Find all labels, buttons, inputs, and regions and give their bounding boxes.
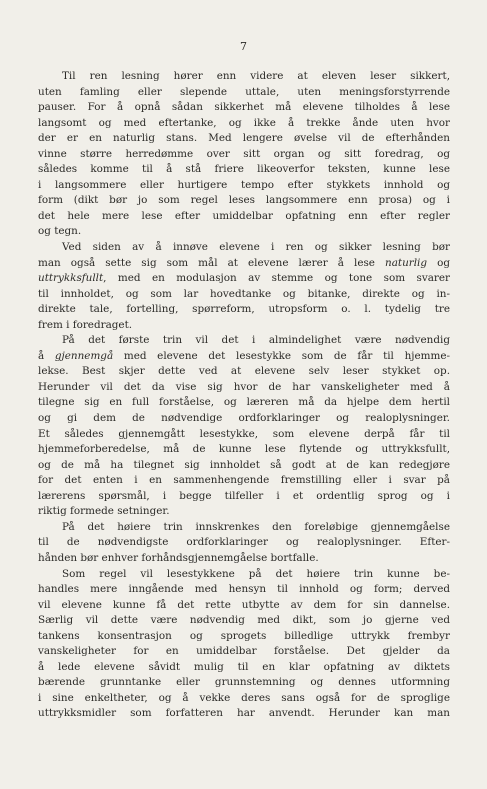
text-line bbox=[38, 85, 450, 101]
text-run: å lede elevene såvidt mulig til en klar opfatning av diktets bbox=[38, 660, 450, 673]
text-line bbox=[38, 691, 450, 707]
text-line bbox=[38, 209, 450, 225]
text-line bbox=[38, 613, 450, 629]
text-run: lærerens spørsmål, i begge tilfeller i et ordentlig sprog og i bbox=[38, 489, 450, 502]
text-run: og gi dem de nødvendige ordforklaringer og realoplysninger. bbox=[38, 412, 450, 425]
text-line bbox=[38, 395, 450, 411]
text-run: for det enten i en sammenhengende fremstilling eller i svar på bbox=[38, 474, 450, 487]
text-run: frem i foredraget. bbox=[38, 318, 133, 331]
text-line bbox=[38, 162, 450, 178]
italic-text: uttrykksfullt bbox=[38, 272, 104, 285]
text-line bbox=[38, 598, 450, 614]
text-run: Herunder vil det da vise sig hvor de har vanskeligheter med å bbox=[38, 380, 450, 393]
text-run: tankens konsentrasjon og sprogets billedlige uttrykk frembyr bbox=[38, 629, 450, 642]
text-line bbox=[38, 256, 450, 272]
text-run: og de må ha tilegnet sig innholdet så godt at de kan redegjøre bbox=[38, 458, 450, 471]
text-line bbox=[38, 318, 450, 334]
text-line bbox=[38, 520, 450, 536]
text-run: Særlig vil dette være nødvendig med dikt, som jo gjerne ved bbox=[38, 614, 450, 627]
text-run: og tegn. bbox=[38, 225, 82, 238]
text-line bbox=[38, 427, 450, 443]
text-line bbox=[38, 193, 450, 209]
text-run: det hele mere lese efter umiddelbar opfatning enn efter regler bbox=[38, 209, 450, 222]
text-run: Et således gjennemgått lesestykke, som elevene derpå får til bbox=[38, 427, 450, 440]
text-run: langsomt og med eftertanke, og ikke å trekke ånde uten hvor bbox=[38, 116, 450, 129]
text-run: Ved siden av å innøve elevene i ren og sikker lesning bør bbox=[62, 241, 450, 254]
text-run: hånden bør enhver forhåndsgjennemgåelse bortfalle. bbox=[38, 551, 319, 564]
text-run: tilegne sig en full forståelse, og læreren må da hjelpe dem hertil bbox=[38, 396, 450, 409]
text-line bbox=[38, 364, 450, 380]
text-line bbox=[38, 178, 450, 194]
text-run: med elevene det lesestykke som de får til hjemme- bbox=[113, 349, 450, 362]
text-line bbox=[38, 582, 450, 598]
text-line bbox=[38, 380, 450, 396]
text-run: å bbox=[38, 349, 55, 362]
text-run: uten famling eller slepende uttale, uten meningsforstyrrende bbox=[38, 85, 450, 98]
text-line bbox=[38, 535, 450, 551]
text-run: pauser. For å opnå sådan sikkerhet må elevene tilholdes å lese bbox=[38, 101, 450, 114]
text-line bbox=[38, 411, 450, 427]
text-run: vil elevene kunne få det rette utbytte av dem for sin dannelse. bbox=[38, 598, 450, 611]
text-line bbox=[38, 675, 450, 691]
text-run: således komme til å stå friere likeoverfor teksten, kunne lese bbox=[38, 163, 450, 176]
text-run: bærende grunntanke eller grunnstemning og dennes utformning bbox=[38, 676, 450, 689]
text-line bbox=[38, 458, 450, 474]
text-line bbox=[38, 333, 450, 349]
text-line bbox=[38, 660, 450, 676]
text-run: der er en naturlig stans. Med lengere øvelse vil de efterhånden bbox=[38, 132, 450, 145]
text-run: til innholdet, og som lar hovedtanke og bitanke, direkte og in- bbox=[38, 287, 450, 300]
text-run: På det høiere trin innskrenkes den foreløbige gjennemgåelse bbox=[62, 520, 450, 533]
text-run: direkte tale, fortelling, spørreform, utropsform o. l. tydelig tre bbox=[38, 303, 450, 316]
text-run: i langsommere eller hurtigere tempo efter stykkets innhold og bbox=[38, 178, 450, 191]
page-number: 7 bbox=[240, 40, 247, 53]
text-run: vinne større herredømme over sitt organ og sitt foredrag, og bbox=[38, 147, 450, 160]
text-line bbox=[38, 287, 450, 303]
text-run: uttrykksmidler som forfatteren har anvendt. Herunder kan man bbox=[38, 707, 450, 720]
text-line bbox=[38, 442, 450, 458]
text-line bbox=[38, 629, 450, 645]
text-line bbox=[38, 240, 450, 256]
text-run: hjemmeforberedelse, må de kunne lese flytende og uttrykksfullt, bbox=[38, 443, 450, 456]
text-run: vanskeligheter for en umiddelbar forståelse. Det gjelder da bbox=[38, 645, 450, 658]
text-run: handles mere inngående med hensyn til innhold og form; derved bbox=[38, 583, 450, 596]
text-line bbox=[38, 69, 450, 85]
text-line bbox=[38, 644, 450, 660]
text-line bbox=[38, 349, 450, 365]
text-line bbox=[38, 224, 450, 240]
text-line bbox=[38, 116, 450, 132]
text-line bbox=[38, 100, 450, 116]
text-run: , med en modulasjon av stemme og tone som svarer bbox=[103, 272, 450, 285]
text-run: form (dikt bør jo som regel leses langsommere enn prosa) og i bbox=[38, 194, 450, 207]
text-line bbox=[38, 504, 450, 520]
text-run: i sine enkeltheter, og å vekke deres sans også for de sproglige bbox=[38, 691, 450, 704]
text-run: Til ren lesning hører enn videre at eleven leser sikkert, bbox=[62, 70, 450, 82]
text-run: lekse. Best skjer dette ved at elevene selv leser stykket op. bbox=[38, 365, 450, 378]
text-line bbox=[38, 551, 450, 567]
text-line bbox=[38, 706, 450, 722]
text-line bbox=[38, 489, 450, 505]
text-run: riktig formede setninger. bbox=[38, 505, 170, 518]
text-run: Som regel vil lesestykkene på det høiere trin kunne be- bbox=[62, 567, 450, 580]
text-line bbox=[38, 147, 450, 163]
text-line bbox=[38, 271, 450, 287]
body-text bbox=[38, 69, 450, 722]
text-run: På det første trin vil det i almindelighet være nødvendig bbox=[62, 334, 450, 347]
italic-text: gjennemgå bbox=[54, 349, 114, 362]
text-line bbox=[38, 473, 450, 489]
text-run: man også sette sig som mål at elevene lærer å lese bbox=[38, 256, 386, 269]
italic-text: naturlig bbox=[385, 256, 428, 269]
text-line bbox=[38, 302, 450, 318]
text-run: og bbox=[427, 256, 450, 269]
text-line bbox=[38, 131, 450, 147]
text-run: til de nødvendigste ordforklaringer og realoplysninger. Efter- bbox=[38, 536, 450, 549]
text-line bbox=[38, 567, 450, 583]
